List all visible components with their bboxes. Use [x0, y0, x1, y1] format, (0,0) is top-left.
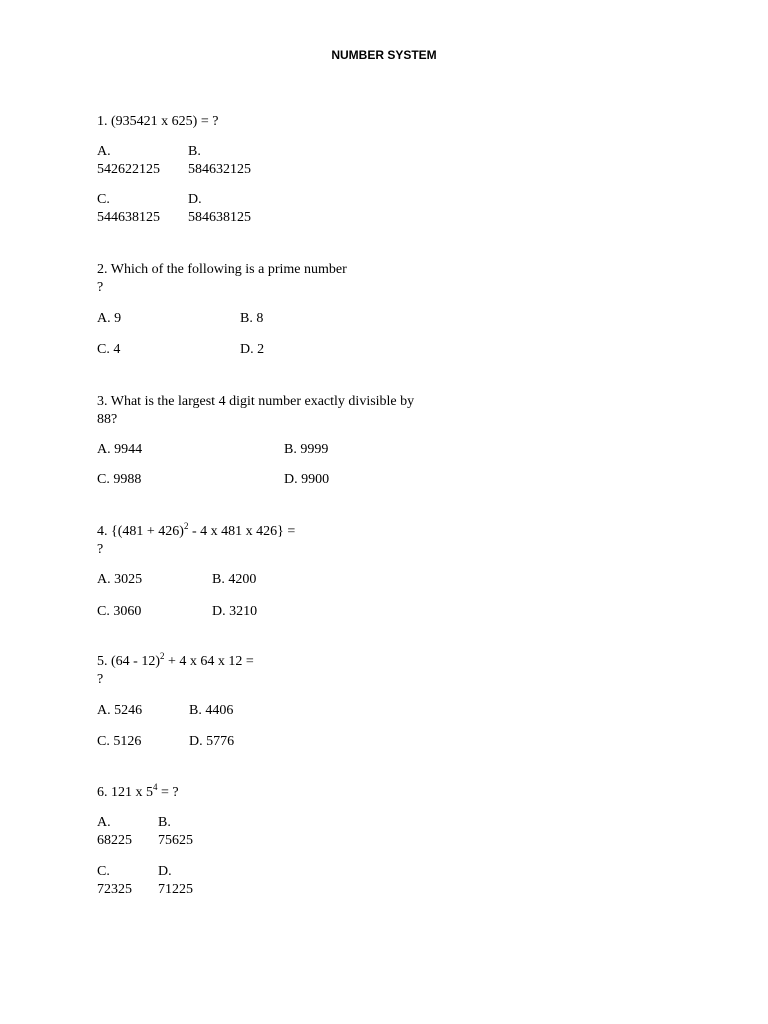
option-b: B. 4200 — [212, 572, 257, 587]
option-a: A. 9944 — [97, 442, 143, 457]
option-c: C. 5126 — [97, 734, 142, 749]
option-a: A. 5246 — [97, 703, 143, 718]
stem-text: 4. {(481 + 426) — [97, 524, 184, 539]
option-b-letter: B. — [188, 144, 201, 159]
question-stem: 2. Which of the following is a prime number — [97, 262, 347, 277]
stem-text: 5. (64 - 12) — [97, 654, 160, 669]
question-stem: 3. What is the largest 4 digit number exactly divisible by — [97, 394, 415, 409]
exponent: 2 — [160, 651, 165, 661]
option-a: A. 3025 — [97, 572, 143, 587]
option-d-letter: D. — [158, 864, 172, 879]
option-b-letter: B. — [158, 815, 171, 830]
option-c-value: 72325 — [97, 882, 132, 897]
option-d: D. 5776 — [189, 734, 235, 749]
option-d-value: 71225 — [158, 882, 193, 897]
option-c: C. 3060 — [97, 604, 142, 619]
question-stem: 1. (935421 x 625) = ? — [97, 114, 219, 129]
page-title: NUMBER SYSTEM — [331, 48, 437, 62]
stem-text: - 4 x 481 x 426} = — [188, 524, 296, 539]
option-d: D. 3210 — [212, 604, 258, 619]
question-stem-continuation: ? — [97, 280, 104, 295]
option-d-letter: D. — [188, 192, 202, 207]
exponent: 2 — [183, 521, 189, 531]
option-a-letter: A. — [97, 144, 111, 159]
question-stem-continuation: 88? — [97, 412, 118, 427]
option-d-value: 584638125 — [188, 210, 251, 225]
option-b-value: 75625 — [158, 833, 193, 848]
question-stem — [97, 784, 179, 802]
stem-text: 6. 121 x 5 — [97, 785, 153, 800]
question-stem-continuation: ? — [97, 672, 104, 687]
option-c: C. 9988 — [97, 472, 142, 487]
option-c-letter: C. — [97, 864, 110, 879]
question-stem — [97, 523, 295, 541]
option-b: B. 8 — [240, 311, 264, 326]
question-stem-continuation: ? — [97, 542, 104, 557]
question-stem — [97, 653, 254, 671]
stem-text: + 4 x 64 x 12 = — [164, 654, 254, 669]
option-b: B. 9999 — [284, 442, 329, 457]
option-b: B. 4406 — [189, 703, 234, 718]
option-d: D. 2 — [240, 342, 265, 357]
option-a-value: 542622125 — [97, 162, 160, 177]
exponent: 4 — [153, 782, 158, 792]
option-a-value: 68225 — [97, 833, 132, 848]
option-b-value: 584632125 — [188, 162, 251, 177]
option-a-letter: A. — [97, 815, 111, 830]
option-c-letter: C. — [97, 192, 110, 207]
option-d: D. 9900 — [284, 472, 330, 487]
stem-text: = ? — [157, 785, 179, 800]
option-c: C. 4 — [97, 342, 121, 357]
option-a: A. 9 — [97, 311, 122, 326]
option-c-value: 544638125 — [97, 210, 160, 225]
